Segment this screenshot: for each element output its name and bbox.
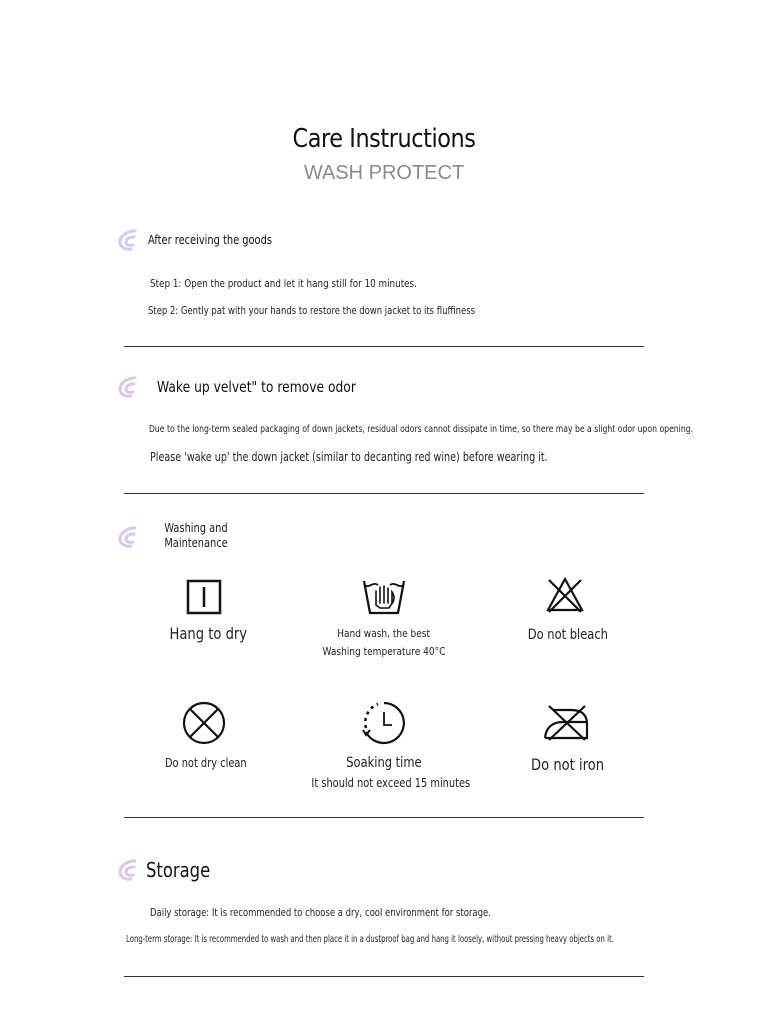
page-subtitle: WASH PROTECT bbox=[303, 162, 465, 184]
divider bbox=[124, 346, 644, 347]
no-bleach-label: Do not bleach bbox=[527, 627, 609, 643]
section-heading-odor: Wake up velvet" to remove odor bbox=[157, 378, 356, 396]
brand-logo-icon bbox=[117, 858, 139, 882]
hand-wash-temperature: Washing temperature 40°C bbox=[322, 645, 446, 658]
no-dry-clean-label: Do not dry clean bbox=[165, 756, 247, 770]
step-1-text: Step 1: Open the product and let it hang still for 10 minutes. bbox=[150, 277, 417, 290]
divider bbox=[124, 817, 644, 818]
divider bbox=[124, 493, 644, 494]
long-term-storage-text: Long-term storage: It is recommended to wash and then place it in a dustproof bag and hang it loosely, without pressing heavy objects on it. bbox=[126, 934, 614, 945]
daily-storage-text: Daily storage: It is recommended to choose a dry, cool environment for storage. bbox=[150, 906, 491, 919]
odor-text-line-2: Please 'wake up' the down jacket (similar to decanting red wine) before wearing it. bbox=[150, 450, 548, 464]
soaking-time-icon bbox=[361, 700, 407, 746]
brand-logo-icon bbox=[117, 525, 139, 549]
hand-wash-icon bbox=[361, 575, 407, 617]
no-dry-clean-icon bbox=[181, 700, 227, 746]
step-2-text: Step 2: Gently pat with your hands to restore the down jacket to its fluffiness bbox=[148, 304, 476, 317]
hang-dry-icon bbox=[186, 579, 222, 615]
section-heading-storage: Storage bbox=[146, 858, 211, 882]
washing-heading-line-1: Washing and bbox=[164, 521, 228, 535]
no-iron-label: Do not iron bbox=[531, 755, 605, 774]
no-iron-icon bbox=[541, 702, 591, 742]
no-bleach-icon bbox=[545, 576, 585, 614]
soaking-time-label: Soaking time bbox=[346, 755, 422, 771]
washing-heading-line-2: Maintenance bbox=[164, 536, 228, 550]
hand-wash-label: Hand wash, the best bbox=[337, 627, 431, 640]
odor-text-line-1: Due to the long-term sealed packaging of down jackets, residual odors cannot dissipate in time, so there may be a slight odor upon opening. bbox=[149, 424, 694, 435]
divider bbox=[124, 976, 644, 977]
section-heading-receiving: After receiving the goods bbox=[148, 233, 272, 247]
brand-logo-icon bbox=[117, 228, 139, 252]
brand-logo-icon bbox=[117, 375, 139, 399]
page-title: Care Instructions bbox=[292, 124, 476, 154]
section-heading-washing bbox=[150, 521, 242, 550]
hang-dry-label: Hang to dry bbox=[169, 624, 247, 643]
soaking-time-limit: It should not exceed 15 minutes bbox=[311, 776, 471, 790]
